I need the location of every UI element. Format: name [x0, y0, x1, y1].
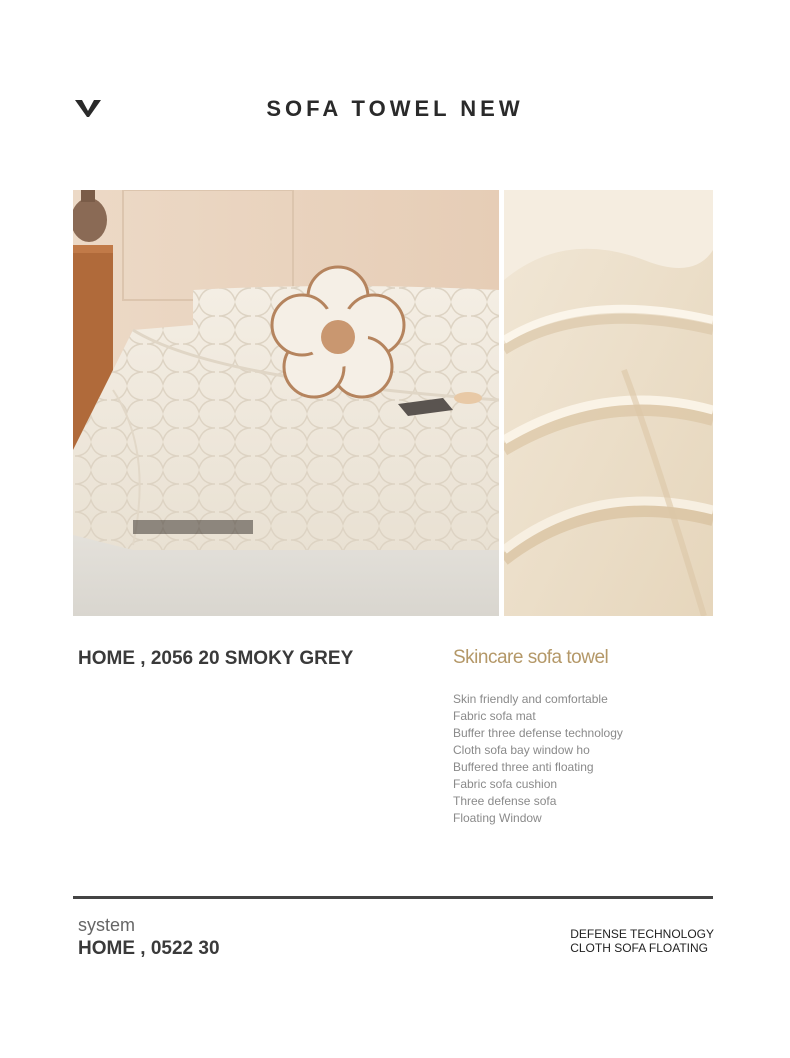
- list-item: Three defense sofa: [453, 794, 557, 808]
- list-item: Buffered three anti floating: [453, 760, 594, 774]
- product-code: HOME , 2056 20 SMOKY GREY: [78, 648, 354, 669]
- list-item: Floating Window: [453, 811, 542, 825]
- divider: [73, 896, 713, 899]
- sofa-with-flower-pillow-photo: [73, 190, 499, 616]
- list-item: Fabric sofa cushion: [453, 777, 558, 791]
- footer-tagline-line: DEFENSE TECHNOLOGY: [570, 927, 714, 941]
- footer-tagline: [570, 927, 714, 955]
- footer-tagline-line: CLOTH SOFA FLOATING: [570, 941, 708, 955]
- list-item: Cloth sofa bay window ho: [453, 743, 590, 757]
- feature-list: [453, 691, 623, 827]
- footer-code: HOME , 0522 30: [78, 938, 220, 959]
- plush-fabric-closeup-photo: [504, 190, 713, 616]
- list-item: Skin friendly and comfortable: [453, 692, 608, 706]
- page-title: SOFA TOWEL NEW: [266, 96, 524, 121]
- feature-title: Skincare sofa towel: [453, 647, 609, 668]
- footer-subtitle: system: [78, 915, 136, 935]
- list-item: Buffer three defense technology: [453, 726, 623, 740]
- list-item: Fabric sofa mat: [453, 709, 536, 723]
